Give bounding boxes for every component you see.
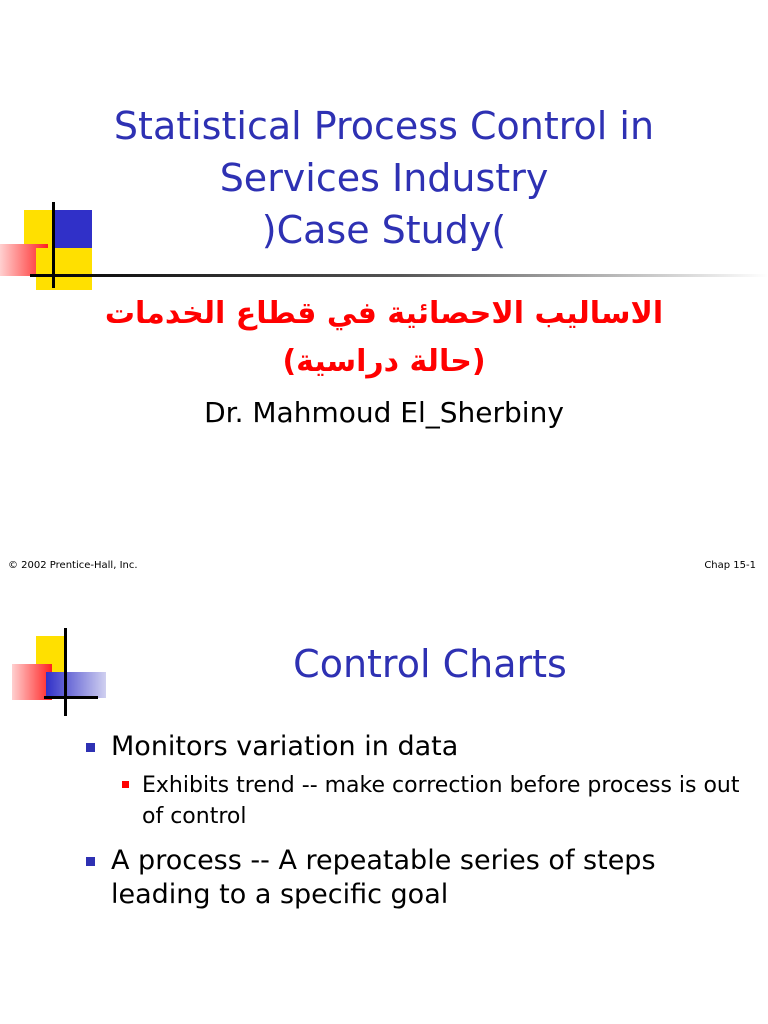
- slide-separator: [0, 580, 768, 596]
- sub-bullet-1-text: Exhibits trend -- make correction before process is out of control: [142, 773, 740, 829]
- copyright-footer: © 2002 Prentice-Hall, Inc.: [8, 560, 138, 571]
- slide-2: [0, 596, 768, 1024]
- blue-bullet-marker: [86, 743, 95, 752]
- title-line-2: Services Industry: [219, 156, 549, 200]
- yellow-square-2: [36, 248, 92, 290]
- bullet-2-text: A process -- A repeatable series of steps leading to a specific goal: [111, 845, 656, 910]
- slide-2-title: Control Charts: [293, 642, 567, 686]
- blue-square: [46, 672, 106, 698]
- logo-horizontal-line: [44, 696, 98, 699]
- blue-square: [54, 210, 92, 248]
- title-underline: [30, 274, 768, 277]
- red-bullet-marker: [122, 781, 129, 788]
- title-line-1: Statistical Process Control in: [113, 104, 655, 148]
- bullet-1-text: Monitors variation in data: [111, 731, 459, 762]
- chapter-footer: Chap 15-1: [704, 560, 756, 571]
- title-line-3: )Case Study(: [261, 208, 507, 252]
- blue-bullet-marker: [86, 857, 95, 866]
- logo-vertical-line: [64, 628, 67, 716]
- author-name: Dr. Mahmoud El_Sherbiny: [204, 396, 564, 429]
- slide-1-title: [0, 100, 768, 256]
- arabic-subtitle-line-1: الاساليب الاحصائية في قطاع الخدمات: [104, 296, 664, 331]
- arabic-subtitle-line-2: (حالة دراسية): [282, 344, 486, 379]
